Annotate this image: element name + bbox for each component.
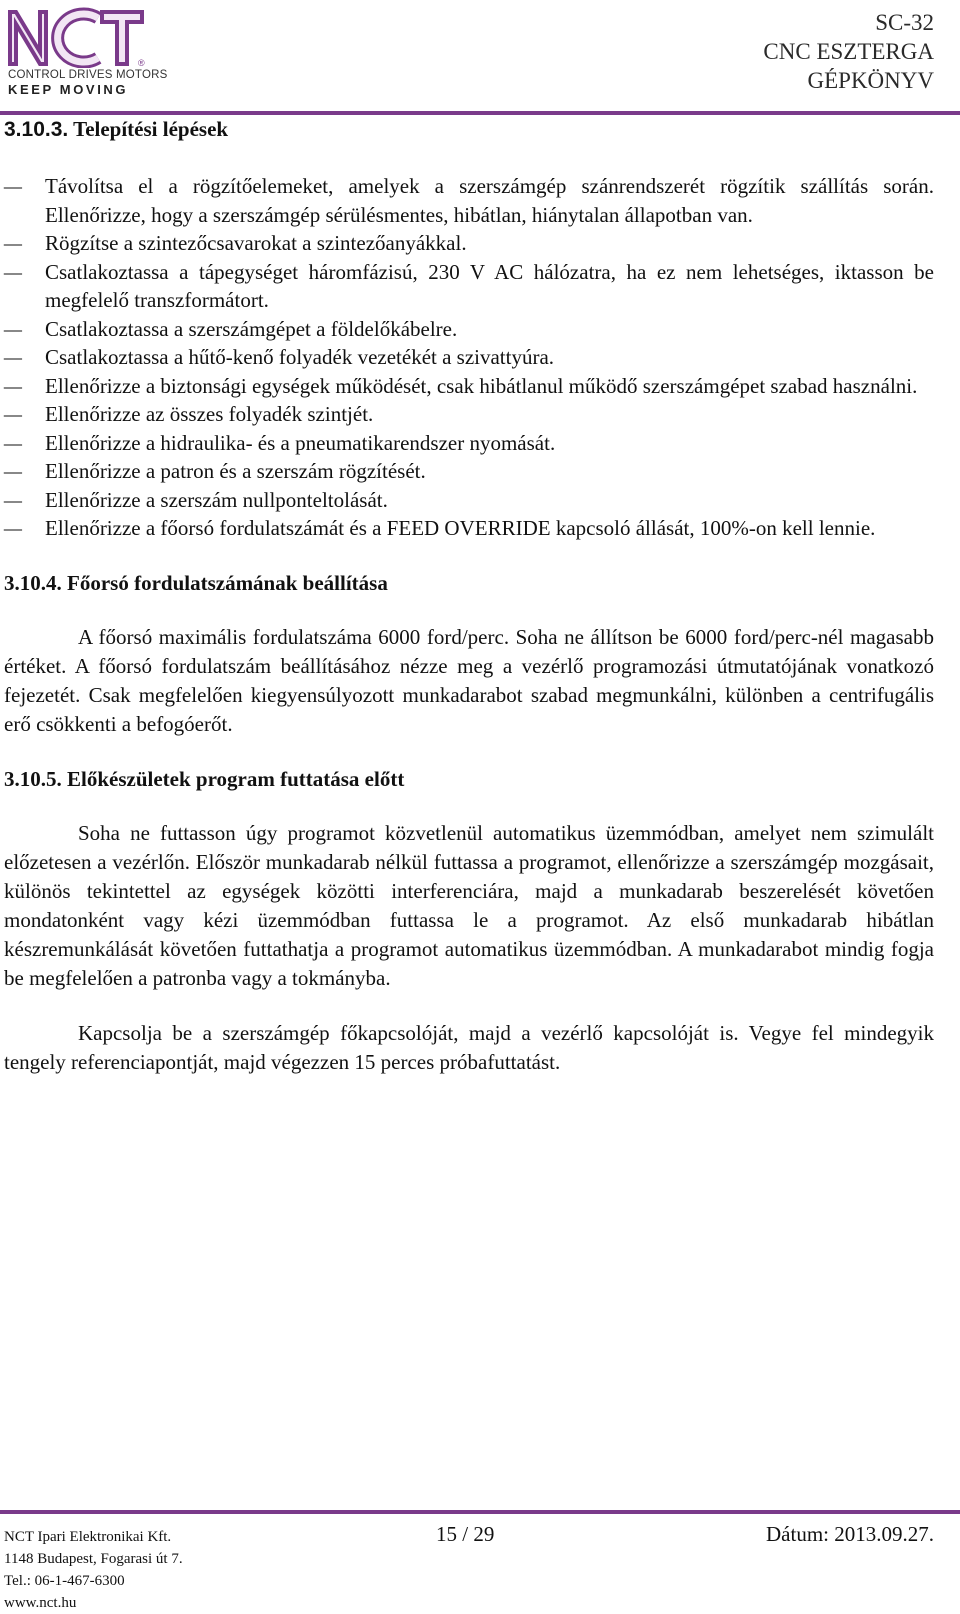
section-number: 3.10.4.	[4, 570, 62, 595]
section-heading-prep	[4, 765, 934, 793]
list-item: – Csatlakoztassa a hűtő-kenő folyadék vezetékét a szivattyúra.	[4, 343, 934, 372]
logo-subtitle: CONTROL DRIVES MOTORS	[8, 69, 168, 81]
list-item: – Ellenőrizze a patron és a szerszám rögzítését.	[4, 457, 934, 486]
prep-paragraph: Soha ne futtasson úgy programot közvetlenül automatikus üzemmódban, amelyet nem szimulált előzetesen a vezérlőn. Először munkadarab nélkül futtassa a programot, ellenőrizze a szerszámgép mozgásait, különös tekintettel az egységek közötti interferenciára, majd a munkadarab beszerelését követően mondatonként vagy kézi üzemmódban futtassa le a programot. Az első munkadarab hibátlan készremunkálását követően futtathatja a programot automatikus üzemmódban. A munkadarabot mindig fogja be megfelelően a patronba vagy a tokmányba.	[4, 820, 934, 990]
list-item: – Rögzítse a szintezőcsavarokat a szintezőanyákkal.	[4, 229, 934, 258]
section-title: Főorsó fordulatszámának beállítása	[67, 570, 388, 595]
list-item: – Csatlakoztassa a szerszámgépet a földelőkábelre.	[4, 315, 934, 344]
footer-web[interactable]: www.nct.hu	[4, 1595, 77, 1611]
footer-company-block	[4, 1526, 183, 1614]
section-number: 3.10.3.	[4, 118, 69, 141]
list-item: – Ellenőrizze az összes folyadék szintjét.	[4, 400, 934, 429]
logo-tagline: KEEP MOVING	[8, 82, 129, 97]
section-heading-spindle	[4, 569, 934, 597]
footer-date: Dátum: 2013.09.27.	[766, 1522, 934, 1546]
page-body	[4, 113, 934, 1077]
prep-paragraph: Kapcsolja be a szerszámgép főkapcsolóját, majd a vezérlő kapcsolóját is. Vegye fel mindegyik tengely referenciapontját, majd végezzen 15 perces próbafuttatást.	[4, 1020, 934, 1074]
footer-phone: Tel.: 06-1-467-6300	[4, 1573, 125, 1589]
section-title: Előkészületek program futtatása előtt	[67, 766, 405, 791]
nct-logo-mark	[6, 6, 146, 68]
list-item: – Ellenőrizze a hidraulika- és a pneumatikarendszer nyomását.	[4, 429, 934, 458]
page-number: 15 / 29	[436, 1522, 495, 1546]
spindle-paragraph: A főorsó maximális fordulatszáma 6000 ford/perc. Soha ne állítson be 6000 ford/perc-nél magasabb értéket. A főorsó fordulatszám beállításához nézze meg a vezérlő programozási útmutatójának vonatkozó fejezetét. Csak megfelelően kiegyensúlyozott munkadarabot szabad megmunkálni, különben a centrifugális erő csökkenti a befogóerőt.	[4, 624, 934, 736]
section-heading-install	[4, 115, 934, 144]
section-number: 3.10.5.	[4, 766, 62, 791]
doc-product: CNC ESZTERGA	[763, 39, 934, 64]
list-item: – Távolítsa el a rögzítőelemeket, amelyek a szerszámgép szánrendszerét rögzítik szállítás során. Ellenőrizze, hogy a szerszámgép sérülésmentes, hibátlan, hiánytalan állapotban van.	[4, 172, 934, 229]
list-item: – Csatlakoztassa a tápegységet háromfázisú, 230 V AC hálózatra, ha ez nem lehetséges, iktasson be megfelelő transzformátort.	[4, 258, 934, 315]
footer-company: NCT Ipari Elektronikai Kft.	[4, 1529, 172, 1545]
footer-address: 1148 Budapest, Fogarasi út 7.	[4, 1551, 183, 1567]
footer-divider	[0, 1510, 960, 1514]
list-item: – Ellenőrizze a főorsó fordulatszámát és a FEED OVERRIDE kapcsoló állását, 100%-on kell lennie.	[4, 514, 934, 543]
list-item: – Ellenőrizze a biztonsági egységek működését, csak hibátlanul működő szerszámgépet szabad használni.	[4, 372, 934, 401]
document-header	[763, 8, 934, 95]
doc-type: GÉPKÖNYV	[807, 68, 934, 93]
svg-text:®: ®	[138, 58, 145, 68]
install-steps-list	[4, 172, 934, 543]
section-title: Telepítési lépések	[73, 117, 229, 141]
list-item: – Ellenőrizze a szerszám nullponteltolását.	[4, 486, 934, 515]
doc-code: SC-32	[875, 10, 934, 35]
